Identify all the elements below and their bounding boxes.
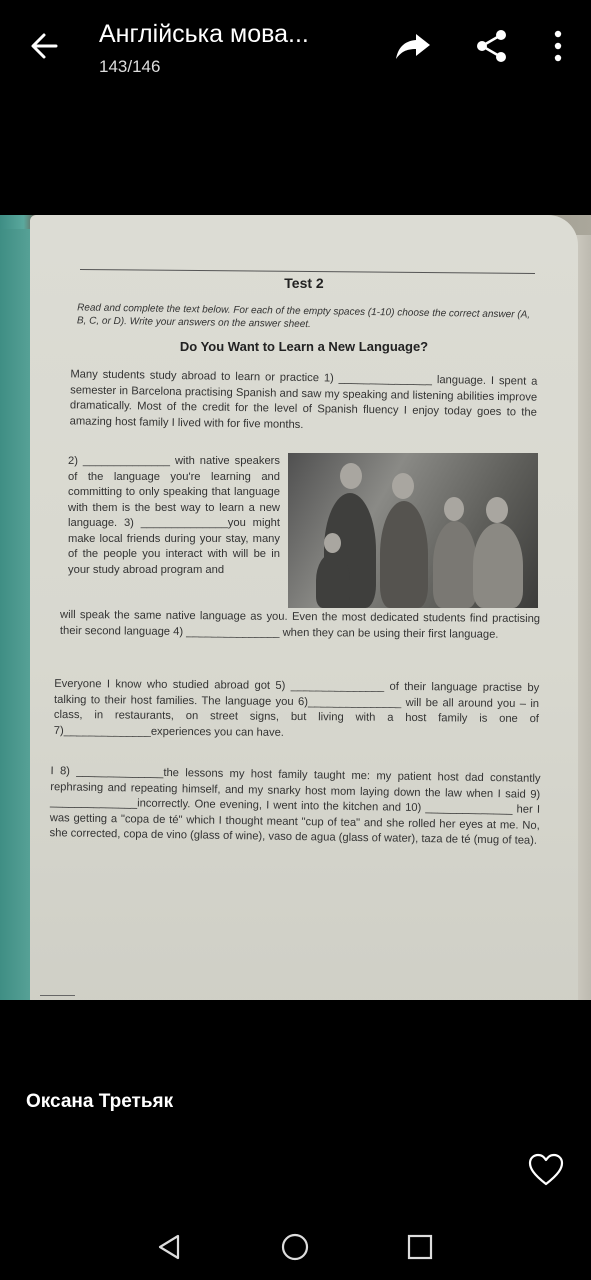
page-counter: 143/146 (99, 57, 161, 76)
forward-button[interactable] (392, 26, 434, 66)
nav-recents-button[interactable] (405, 1232, 435, 1262)
author-name[interactable]: Оксана Третьяк (26, 1091, 174, 1112)
more-vertical-icon (540, 26, 576, 66)
family-photo (288, 453, 538, 608)
heart-outline-icon (527, 1153, 565, 1187)
footer-rule (40, 995, 75, 996)
document-title: Англійська мова... (99, 20, 309, 48)
article-heading: Do You Want to Learn a New Language? (179, 339, 429, 354)
paragraph-2: 2) ______________ with native speakers of the language you're learning and committing to only speaking that language with them is the best way to learn a new language. 3) ______________you might make local friends during your stay, many of the people you interact with will be in your study abroad program and (68, 455, 280, 576)
nav-home-button[interactable] (280, 1232, 310, 1262)
paragraph-3: Everyone I know who studied abroad got 5) _______________ of their language practise by talking to their host families. The language you 6)_______________ will be all around you – in class, in restaurants, on street signs, but living with a host family is one of 7)______________experiences you can have. (53, 677, 540, 739)
arrow-left-icon (26, 28, 66, 64)
paragraph-2-continued: will speak the same native language as you. Even the most dedicated students find practising their second language 4) _______________ when they can be using their first language. (59, 608, 541, 641)
test-title: Test 2 (284, 275, 324, 291)
photo-person-head (340, 463, 362, 489)
nav-back-icon (154, 1232, 184, 1262)
top-app-bar (0, 0, 591, 100)
photo-person (316, 553, 350, 608)
more-options-button[interactable] (540, 26, 576, 66)
nav-home-icon (280, 1232, 310, 1262)
paragraph-1: Many students study abroad to learn or practice 1) _______________ language. I spent a semester in Barcelona practising Spanish and saw my speaking and listening abilities improve dramatically. Most of the credit for the level of Spanish fluency I enjoy today goes to the amazing host family I lived with for five months. (69, 368, 538, 431)
like-button[interactable] (527, 1153, 565, 1187)
back-button[interactable] (26, 28, 66, 64)
share-icon (472, 26, 512, 66)
photo-person (380, 501, 428, 608)
photo-person (433, 521, 477, 608)
forward-arrow-icon (392, 26, 434, 66)
nav-recents-icon (405, 1232, 435, 1262)
photo-person-head (444, 497, 464, 521)
photo-person-head (324, 533, 341, 553)
paragraph-4: I 8) ______________the lessons my host family taught me: my patient host dad constantly rephrasing and repeating himself, and my snarky host mom laying down the law when I said 9) ______________incorrectly. One evening, I went into the kitchen and 10) ______________ her I was getting a "copa de té" which I thought meant "cup of tea" and she rolled her eyes at me. No, she corrected, copa de vino (glass of wine), vaso de agua (glass of water), taza de té (mug of tea). (49, 765, 541, 847)
system-navigation-bar (0, 1210, 591, 1280)
photo-person-head (392, 473, 414, 499)
photo-viewer[interactable] (0, 215, 591, 1000)
nav-back-button[interactable] (154, 1232, 184, 1262)
photo-person-head (486, 497, 508, 523)
instructions-text: Read and complete the text below. For each of the empty spaces (1-10) choose the correct answer (A, B, C, or D). Write your answers on the answer sheet. (76, 302, 531, 331)
header-rule (80, 269, 535, 274)
share-button[interactable] (472, 26, 512, 66)
textbook-page (30, 215, 578, 1000)
photo-person (473, 523, 523, 608)
